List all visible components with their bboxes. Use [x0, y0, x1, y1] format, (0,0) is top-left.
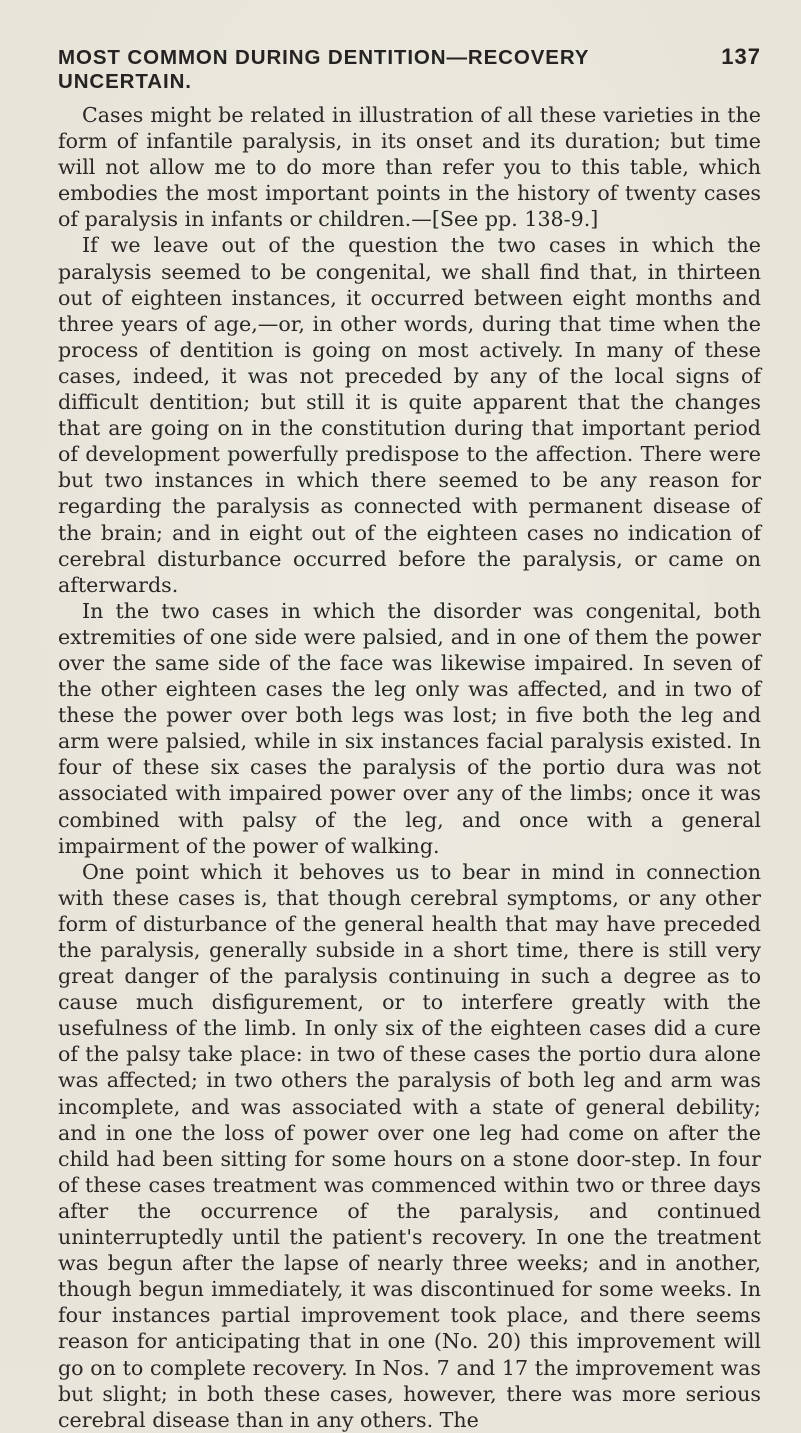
paragraph: In the two cases in which the disorder was congenital, both extremities of one side were palsied, and in one of them the power over the same side of the face was likewise impaired. In seven of the other eighteen cases the leg only was affected, and in two of these the power over both legs was lost; in five both the leg and arm were palsied, while in six instances facial paralysis existed. In four of these six cases the paralysis of the portio dura was not associated with impaired power over any of the limbs; once it was combined with palsy of the leg, and once with a general impairment of the power of walking. [58, 598, 761, 858]
paragraph: One point which it behoves us to bear in mind in connection with these cases is, that though cerebral symptoms, or any other form of disturbance of the general health that may have preceded the paralysis, generally subside in a short time, there is still very great danger of the paralysis continuing in such a degree as to cause much disfigurement, or to interfere greatly with the usefulness of the limb. In only six of the eighteen cases did a cure of the palsy take place: in two of these cases the portio dura alone was affected; in two others the paralysis of both leg and arm was incomplete, and was associated with a state of general debility; and in one the loss of power over one leg had come on after the child had been sitting for some hours on a stone door-step. In four of these cases treatment was commenced within two or three days after the occurrence of the paralysis, and continued uninterruptedly until the patient's recovery. In one the treatment was begun after the lapse of nearly three weeks; and in another, though begun immediately, it was discontinued for some weeks. In four instances partial improvement took place, and there seems reason for anticipating that in one (No. 20) this improvement will go on to complete recovery. In Nos. 7 and 17 the improvement was but slight; in both these cases, however, there was more serious cerebral disease than in any others. The [58, 859, 761, 1432]
running-title: MOST COMMON DURING DENTITION—RECOVERY UNCERTAIN. [58, 46, 590, 93]
paragraph: Cases might be related in illustration of all these varieties in the form of infantile paralysis, in its onset and its duration; but time will not allow me to do more than refer you to this table, which embodies the most important points in the history of twenty cases of paralysis in infants or children.—[See pp. 138-9.] [58, 103, 761, 232]
page-number: 137 [721, 44, 761, 69]
running-head [58, 44, 761, 94]
paragraph: If we leave out of the question the two cases in which the paralysis seemed to be congenital, we shall find that, in thirteen out of eighteen instances, it occurred between eight months and three years of age,—or, in other words, during that time when the process of dentition is going on most actively. In many of these cases, indeed, it was not preceded by any of the local signs of difficult dentition; but still it is quite apparent that the changes that are going on in the constitution during that important period of development powerfully predispose to the affection. There were but two instances in which there seemed to be any reason for regarding the paralysis as connected with permanent disease of the brain; and in eight out of the eighteen cases no indication of cerebral disturbance occurred before the paralysis, or came on afterwards. [58, 233, 761, 597]
body-text [58, 102, 761, 1433]
